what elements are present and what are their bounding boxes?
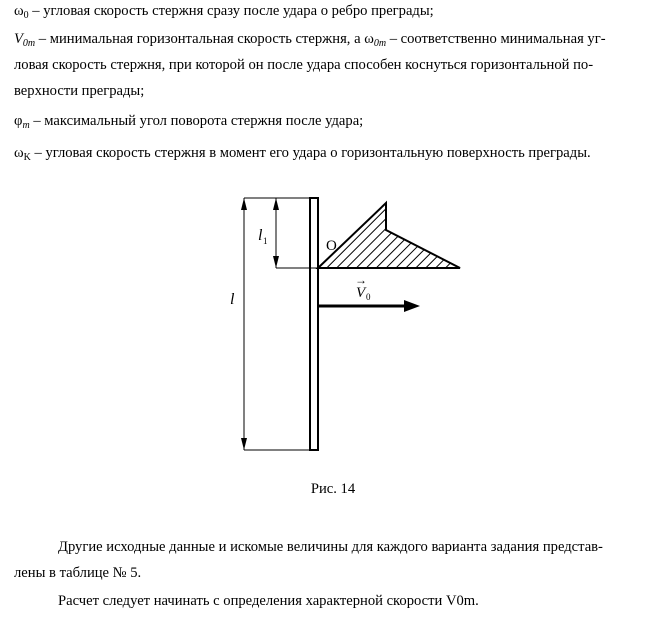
symbol: ω	[14, 3, 24, 19]
label-l: l	[230, 291, 235, 308]
def-v0m-cont2: верхности преграды;	[14, 83, 145, 99]
subscript: 0	[23, 10, 29, 21]
label-l1: l	[258, 227, 263, 244]
def-text: – угловая скорость стержня в момент его удара о горизонтальную поверхность преграды.	[30, 145, 591, 161]
def-text: – максимальный угол поворота стержня после удара;	[29, 113, 364, 129]
label-V-arrow: →	[355, 273, 367, 287]
symbol-2: ω	[364, 31, 374, 47]
subscript: K	[23, 152, 31, 163]
label-V: V	[356, 285, 366, 301]
label-V-sub: 0	[366, 292, 371, 302]
rod	[310, 198, 318, 450]
paragraph-2: Расчет следует начинать с определения характерной скорости V0m.	[58, 593, 479, 609]
paragraph-1-line-2: лены в таблице № 5.	[14, 565, 142, 581]
dim-l1-arrow-top	[273, 198, 279, 210]
label-O: O	[326, 238, 337, 254]
subscript: 0m	[22, 38, 36, 49]
figure-caption: Рис. 14	[310, 481, 356, 497]
def-text-a: – соответственно минимальная уг-	[386, 31, 606, 47]
dim-l-arrow-top	[241, 198, 247, 210]
dim-l-arrow-bottom	[241, 438, 247, 450]
symbol: φ	[14, 113, 23, 129]
obstacle-edge	[318, 203, 460, 268]
velocity-arrow-head	[404, 300, 420, 312]
symbol: V	[14, 31, 23, 47]
def-text: – угловая скорость стержня сразу после удара о ребро преграды;	[28, 3, 434, 19]
def-v0m-cont1: ловая скорость стержня, при которой он после удара способен коснуться горизонтальной по-	[14, 57, 594, 73]
subscript-2: 0m	[373, 38, 387, 49]
dim-l1-arrow-bottom	[273, 256, 279, 268]
symbol: ω	[14, 145, 24, 161]
def-text: – минимальная горизонтальная скорость стержня, а	[35, 31, 365, 47]
paragraph-1-line-1: Другие исходные данные и искомые величины для каждого варианта задания представ-	[58, 539, 603, 555]
subscript: m	[22, 120, 30, 131]
label-l1-sub: 1	[263, 236, 268, 246]
